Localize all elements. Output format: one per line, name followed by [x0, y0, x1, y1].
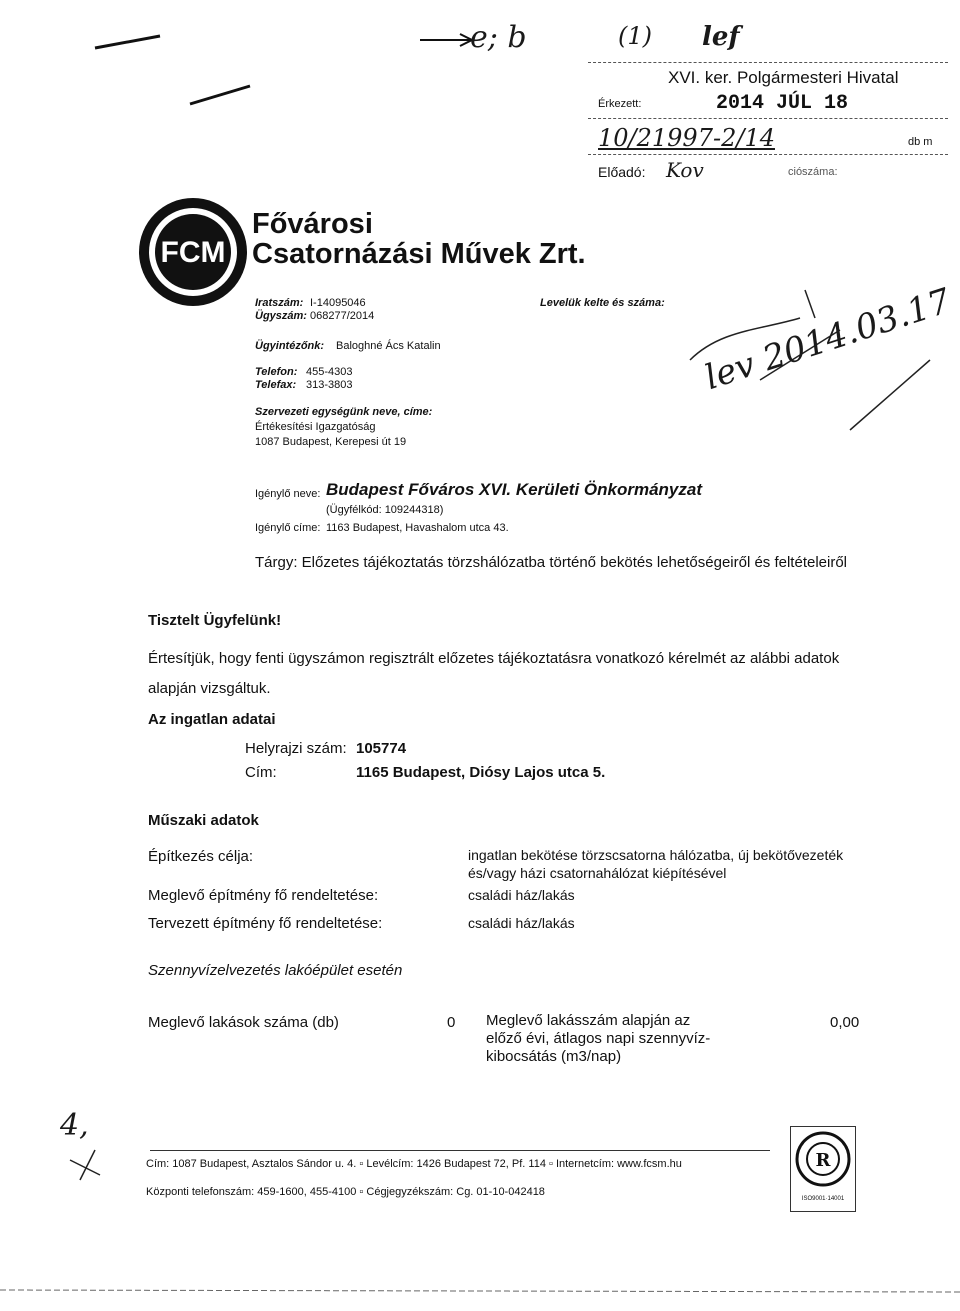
hrsz-label: Helyrajzi szám:: [245, 740, 347, 757]
technical-row-label: Építkezés célja:: [148, 848, 254, 865]
handwritten-note-top: (1): [618, 22, 652, 50]
iratszam-label: Iratszám:: [255, 297, 304, 309]
flats-label: Meglevő lakások száma (db): [148, 1014, 339, 1031]
stamp-handler-label: Előadó:: [598, 164, 646, 180]
footer-contact: Központi telefonszám: 459-1600, 455-4100 ▫ Cégjegyzékszám: Cg. 01-10-042418: [146, 1186, 545, 1198]
requester-name: Budapest Főváros XVI. Kerületi Önkormányzat: [326, 480, 702, 499]
stamp-file-number: 10/21997-2/14: [598, 124, 775, 152]
handwritten-margin-note: lev 2014.03.17: [700, 280, 956, 399]
svg-text:FCM: FCM: [160, 236, 226, 269]
technical-heading: Műszaki adatok: [148, 812, 259, 829]
telefax-value: 313-3803: [306, 379, 353, 391]
technical-row-value: családi ház/lakás: [468, 915, 575, 931]
fcsm-logo-icon: [137, 196, 249, 308]
handwritten-note-top: lef: [702, 22, 740, 52]
flats-value: 0: [447, 1014, 456, 1031]
body-line-2: alapján vizsgáltuk.: [148, 680, 271, 697]
stamp-copies: db m: [908, 136, 933, 148]
requester-client-code: (Ügyfélkód: 109244318): [326, 504, 444, 516]
salutation: Tisztelt Ügyfelünk!: [148, 612, 282, 629]
ugyszam-label: Ügyszám:: [255, 310, 307, 322]
ugyintezo-label: Ügyintézőnk:: [255, 340, 325, 352]
hrsz-value: 105774: [356, 740, 407, 757]
handwritten-stroke: [70, 1150, 100, 1180]
technical-row-label: Meglevő építmény fő rendeltetése:: [148, 887, 379, 904]
stamp-office: XVI. ker. Polgármesteri Hivatal: [668, 68, 899, 87]
requester-address-label: Igénylő címe:: [255, 522, 321, 534]
unit-address: 1087 Budapest, Kerepesi út 19: [255, 436, 407, 448]
body-line-1: Értesítjük, hogy fenti ügyszámon regisztrált előzetes tájékoztatásra vonatkozó kérelmét az alábbi adatok: [148, 650, 840, 667]
discharge-value: 0,00: [830, 1014, 860, 1031]
letter-ref-label: Levelük kelte és száma:: [540, 297, 665, 309]
sewage-heading: Szennyvízelvezetés lakóépület esetén: [148, 962, 403, 979]
discharge-label: Meglevő lakásszám alapján az előző évi, átlagos napi szennyvíz-kibocsátás (m3/nap): [486, 1012, 711, 1065]
requester-address: 1163 Budapest, Havashalom utca 43.: [326, 522, 509, 534]
unit-name: Értékesítési Igazgatóság: [255, 421, 376, 433]
iratszam-value: I-14095046: [310, 297, 366, 309]
company-name-line1: Fővárosi: [252, 208, 373, 240]
subject-line: Tárgy: Előzetes tájékoztatás törzshálózatba történő bekötés lehetőségeiről és feltételeiről: [255, 554, 848, 571]
telefon-label: Telefon:: [255, 366, 298, 378]
cim-label: Cím:: [245, 764, 277, 781]
property-heading: Az ingatlan adatai: [148, 711, 276, 728]
stamp-received-date: 2014 JÚL 18: [716, 92, 849, 115]
quality-cert-badge: [790, 1126, 856, 1212]
footer-divider: [150, 1150, 770, 1151]
unit-label: Szervezeti egységünk neve, címe:: [255, 406, 433, 418]
stamp-extra-label: ciószáma:: [788, 166, 838, 178]
telefax-label: Telefax:: [255, 379, 297, 391]
technical-row-label: Tervezett építmény fő rendeltetése:: [148, 915, 383, 932]
ugyintezo-value: Baloghné Ács Katalin: [336, 340, 441, 352]
ugyszam-value: 068277/2014: [310, 310, 375, 322]
handwritten-stroke: [95, 36, 160, 48]
handwritten-note-top: e; b: [470, 20, 527, 55]
stamp-handler-value: Kov: [666, 158, 704, 182]
handwritten-stroke: [190, 86, 250, 104]
technical-row-value: ingatlan bekötése törzscsatorna hálózatba, új bekötővezeték és/vagy házi csatornahálózat kiépítésével: [468, 847, 844, 881]
received-stamp: [588, 60, 948, 192]
telefon-value: 455-4303: [306, 366, 353, 378]
stamp-received-label: Érkezett:: [598, 98, 642, 110]
company-name-line2: Csatornázási Művek Zrt.: [252, 238, 586, 270]
certification-seal-icon: [791, 1127, 855, 1191]
svg-text:R: R: [815, 1150, 831, 1171]
cert-text: ISO9001·14001: [801, 1196, 845, 1202]
footer-address: Cím: 1087 Budapest, Asztalos Sándor u. 4. ▫ Levélcím: 1426 Budapest 72, Pf. 114 ▫ Internetcím: www.fcsm.hu: [146, 1158, 682, 1170]
technical-row-value: családi ház/lakás: [468, 887, 575, 903]
scan-edge-line: [0, 1290, 960, 1292]
cim-value: 1165 Budapest, Diósy Lajos utca 5.: [356, 764, 606, 781]
handwritten-note-bottom: 4,: [60, 1108, 89, 1143]
handwritten-arrow: [420, 34, 472, 46]
handwritten-stroke: [805, 290, 815, 318]
requester-name-label: Igénylő neve:: [255, 488, 321, 500]
